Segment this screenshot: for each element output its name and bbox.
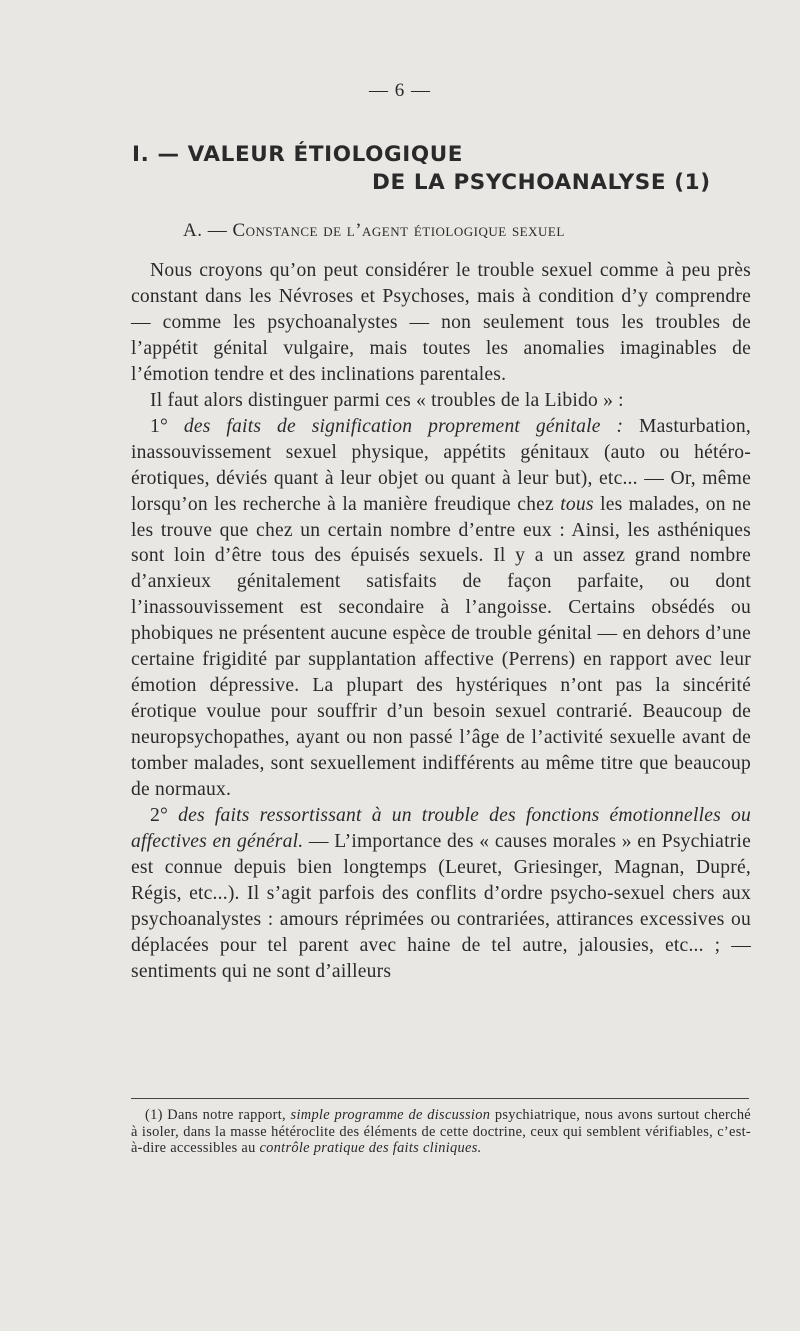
- paragraph-4: [131, 803, 751, 985]
- footnote: [131, 1107, 751, 1157]
- section-title-line-2: DE LA PSYCHOANALYSE (1): [372, 170, 711, 195]
- footnote-text-c: psychiatrique, nous avons surtout cherché à isoler, dans la masse hétéroclite des éléments de cette doctrine, ceux qui semblent vérifiables, c’est-à-dire accessibles au: [131, 1107, 751, 1157]
- page-number: — 6 —: [369, 80, 431, 101]
- footnote-rule: [131, 1098, 749, 1099]
- list-number-1: 1°: [150, 415, 169, 437]
- paragraph-4-text: — L’importance des « causes morales » en Psychiatrie est connue depuis bien longtemps (Leuret, Griesinger, Magnan, Dupré, Régis, etc...). Il s’agit parfois des conflits d’ordre psycho-sexuel chers aux psychoanalystes : amours réprimées ou contrariées, attirances excessives ou déplacées pour tel parent avec haine de tel autre, jalousies, etc... ; — sentiments qui ne sont d’ailleurs: [131, 830, 751, 982]
- paragraph-3-italic: des faits de signification proprement génitale :: [183, 415, 624, 437]
- paragraph-3-text-a: Masturbation, inassouvissement sexuel physique, appétits génitaux (auto ou hétéro-érotiques, déviés quant à leur objet ou quant à leur but), etc... — Or, même lorsqu’on les recherche à la manière freudique chez: [131, 415, 751, 515]
- list-number-2: 2°: [150, 805, 169, 827]
- paragraph-3-text-b: les malades, on ne les trouve que chez un certain nombre d’entre eux : Ainsi, les asthéniques sont loin d’être tous des épuisés sexuels. Il y a un assez grand nombre d’anxieux génitalement satisfaits de façon parfaite, ou dont l’inassouvissement est secondaire à l’angoisse. Certains obsédés ou phobiques ne présentent aucune espèce de trouble génital — en dehors d’une certaine frigidité par supplantation affective (Perrens) en rapport avec leur émotion dépressive. La plupart des hystériques n’ont pas la sincérité érotique voulue pour souffrir d’un besoin sexuel contrarié. Beaucoup de neuropsychopathes, ayant ou non passé l’âge de l’activité sexuelle avant de tomber malades, sont sexuellement indifférents au même titre que beaucoup de normaux.: [131, 493, 751, 801]
- paragraph-3: [131, 414, 751, 803]
- subsection-title: A. — Constance de l’agent étiologique sexuel: [183, 220, 565, 241]
- section-title-line-1: I. — VALEUR ÉTIOLOGIQUE: [132, 142, 464, 167]
- body-text: [131, 258, 751, 985]
- paragraph-1: Nous croyons qu’on peut considérer le trouble sexuel comme à peu près constant dans les Névroses et Psychoses, mais à condition d’y comprendre — comme les psychoanalystes — non seulement tous les troubles de l’appétit génital vulgaire, mais toutes les anomalies imaginables de l’émotion tendre et des inclinations parentales.: [131, 260, 751, 385]
- paragraph-2: Il faut alors distinguer parmi ces « troubles de la Libido » :: [150, 389, 624, 411]
- paragraph-3-tous: tous: [560, 493, 594, 515]
- footnote-italic-b: simple programme de discussion: [290, 1107, 491, 1123]
- footnote-italic-d: contrôle pratique des faits cliniques.: [259, 1140, 482, 1157]
- paragraph-4-italic: des faits ressortissant à un trouble des fonctions émotionnelles ou affectives en général.: [131, 805, 751, 852]
- footnote-text-a: (1) Dans notre rapport,: [145, 1107, 286, 1123]
